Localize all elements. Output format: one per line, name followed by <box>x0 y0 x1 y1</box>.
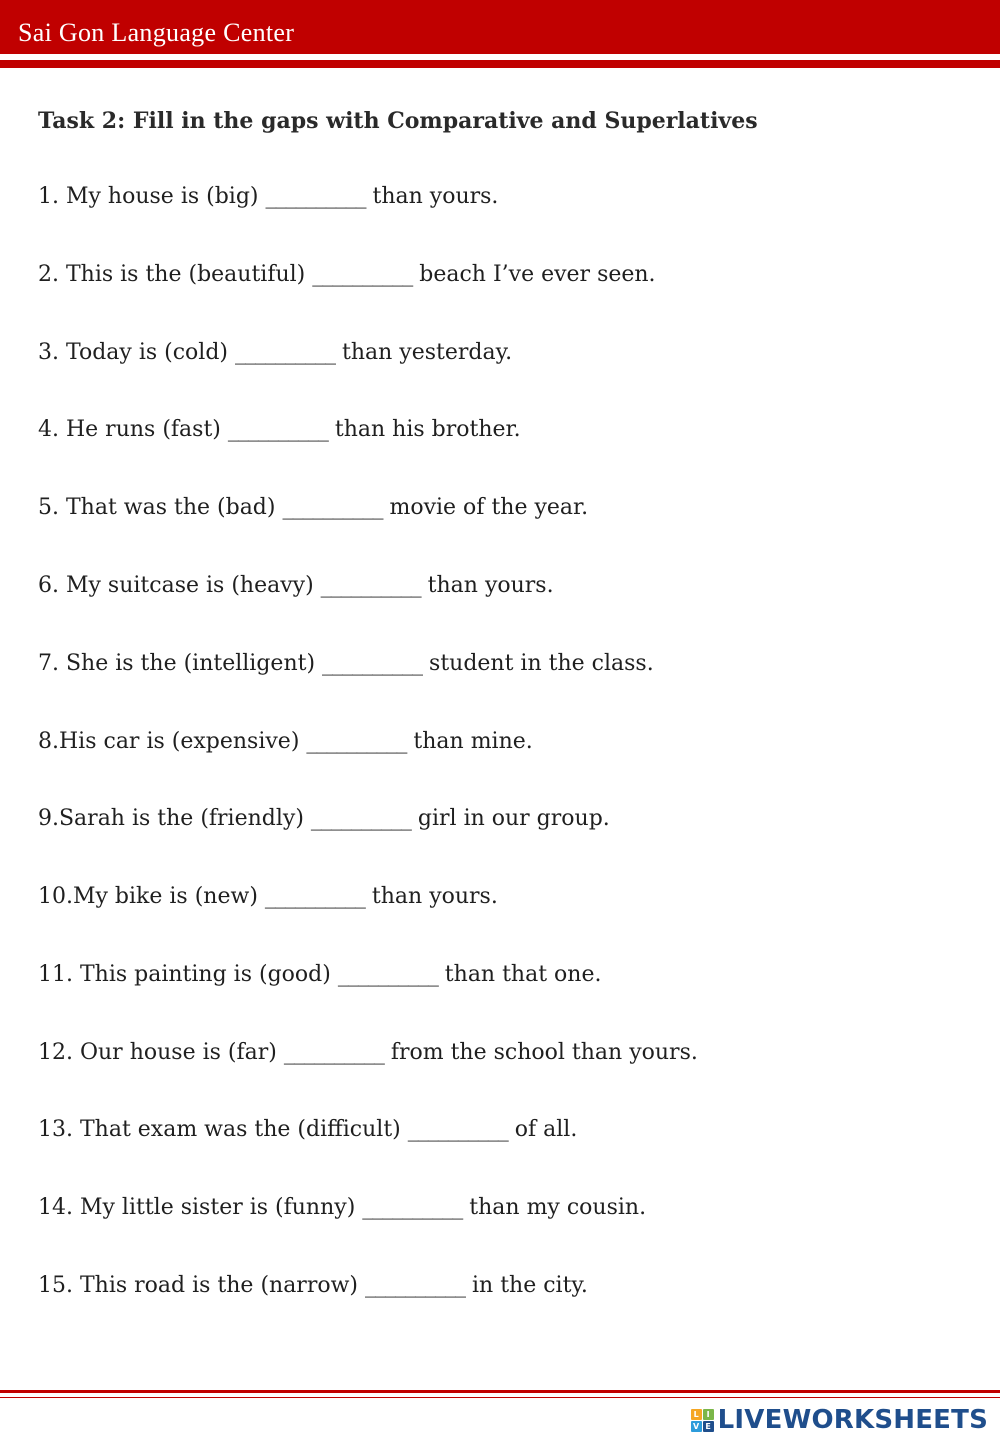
answer-blank[interactable]: __________ <box>310 806 411 831</box>
answer-blank[interactable]: __________ <box>322 651 423 676</box>
answer-blank[interactable]: __________ <box>234 340 335 365</box>
question-15: 15. This road is the (narrow) __________ in the city. <box>38 1273 588 1298</box>
question-1: 1. My house is (big) __________ than yours. <box>38 184 499 209</box>
question-2: 2. This is the (beautiful) __________ beach I’ve ever seen. <box>38 262 656 287</box>
answer-blank[interactable]: __________ <box>320 573 421 598</box>
question-10: 10.My bike is (new) __________ than yours. <box>38 884 498 909</box>
question-9: 9.Sarah is the (friendly) __________ girl in our group. <box>38 806 610 831</box>
answer-blank[interactable]: __________ <box>283 1040 384 1065</box>
answer-blank[interactable]: __________ <box>312 262 413 287</box>
answer-blank[interactable]: __________ <box>227 417 328 442</box>
answer-blank[interactable]: __________ <box>264 884 365 909</box>
liveworksheets-logo-icon: L I V E <box>691 1409 714 1432</box>
question-12: 12. Our house is (far) __________ from the school than yours. <box>38 1040 698 1065</box>
footer-divider <box>0 1390 1000 1393</box>
question-5: 5. That was the (bad) __________ movie of the year. <box>38 495 589 520</box>
question-6: 6. My suitcase is (heavy) __________ than yours. <box>38 573 554 598</box>
answer-blank[interactable]: __________ <box>282 495 383 520</box>
liveworksheets-brand <box>691 1402 988 1438</box>
header-divider <box>0 60 1000 68</box>
answer-blank[interactable]: __________ <box>365 1273 465 1298</box>
question-11: 11. This painting is (good) __________ than that one. <box>38 962 602 987</box>
answer-blank[interactable]: __________ <box>407 1117 508 1142</box>
question-3: 3. Today is (cold) __________ than yesterday. <box>38 340 513 365</box>
question-14: 14. My little sister is (funny) __________ than my cousin. <box>38 1195 647 1220</box>
answer-blank[interactable]: __________ <box>306 729 407 754</box>
answer-blank[interactable]: __________ <box>265 184 366 209</box>
task-title: Task 2: Fill in the gaps with Comparative and Superlatives <box>38 108 758 134</box>
question-4: 4. He runs (fast) __________ than his brother. <box>38 417 521 442</box>
answer-blank[interactable]: __________ <box>362 1195 463 1220</box>
question-7: 7. She is the (intelligent) __________ student in the class. <box>38 651 654 676</box>
header-title: Sai Gon Language Center <box>18 18 295 47</box>
question-13: 13. That exam was the (difficult) __________ of all. <box>38 1117 578 1142</box>
brand-name: LIVEWORKSHEETS <box>717 1405 988 1435</box>
answer-blank[interactable]: __________ <box>337 962 438 987</box>
question-8: 8.His car is (expensive) __________ than mine. <box>38 729 533 754</box>
footer-divider-thin <box>0 1397 1000 1398</box>
